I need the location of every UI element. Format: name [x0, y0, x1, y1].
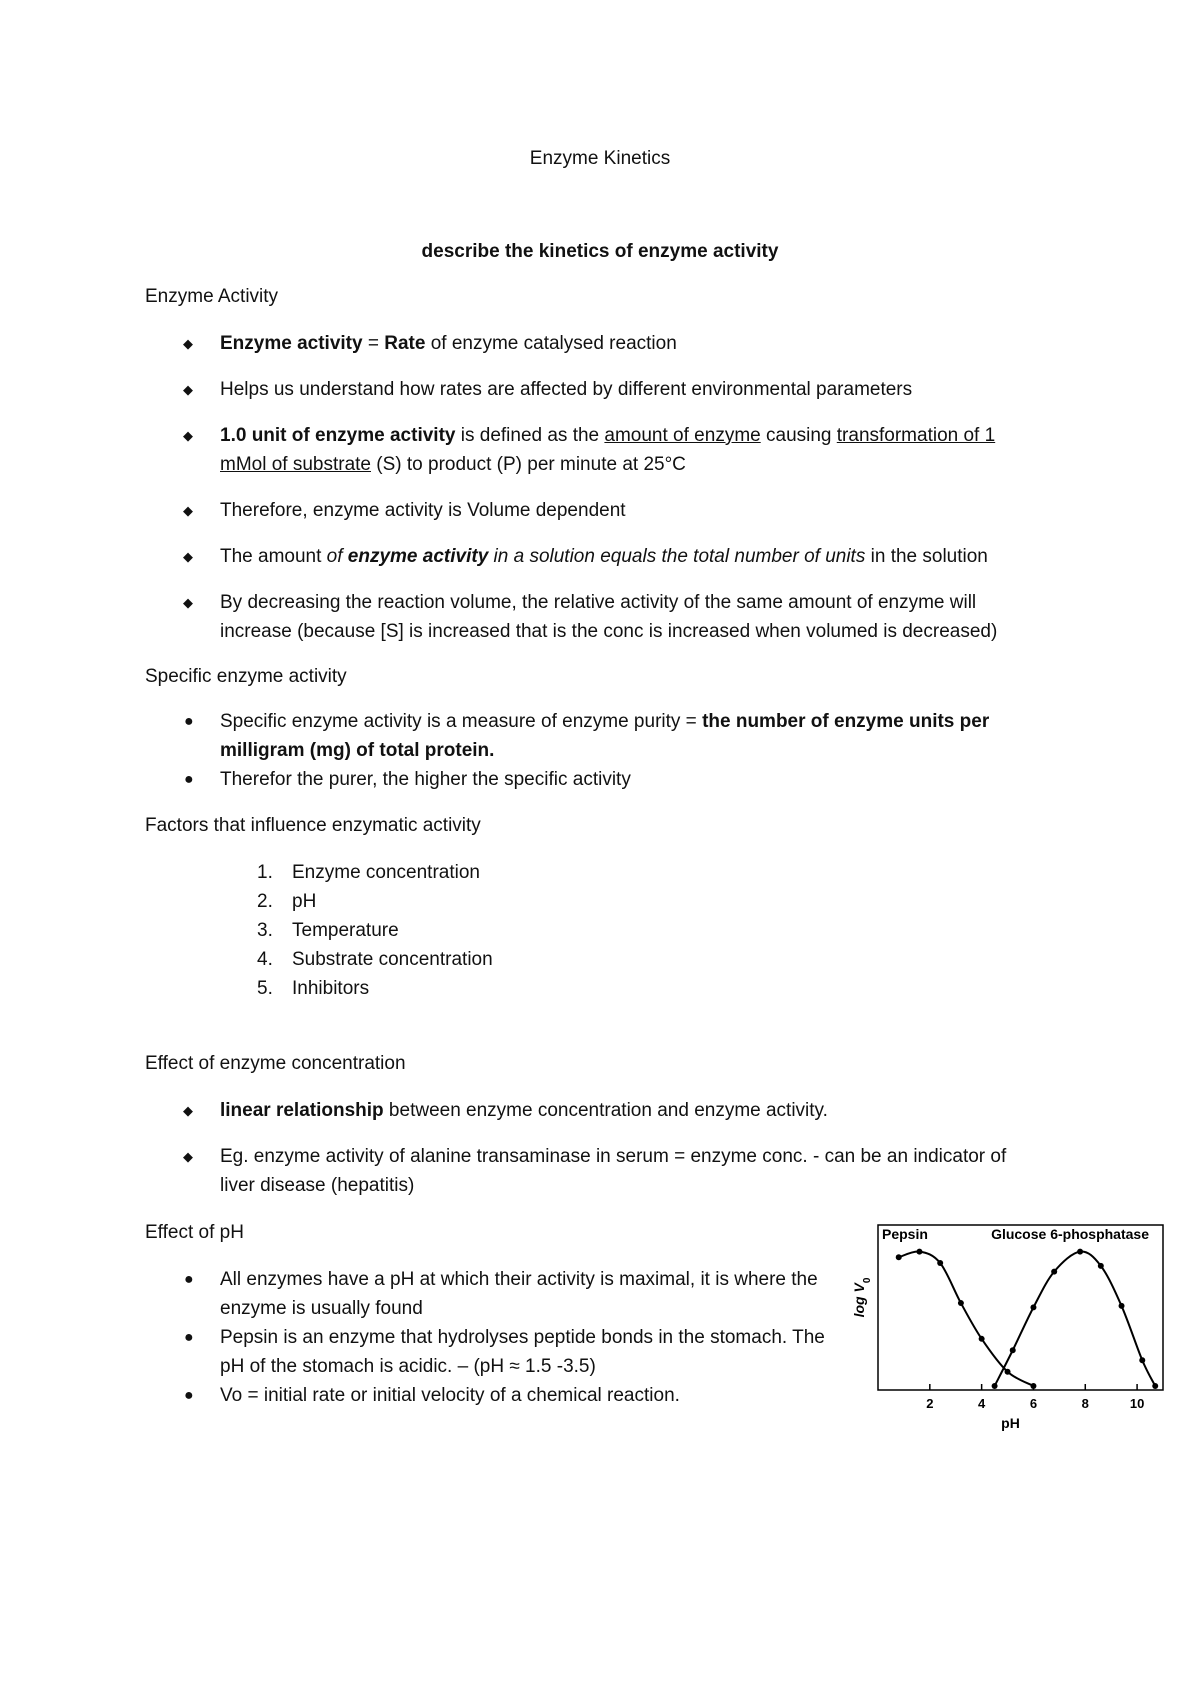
x-tick-label: 6	[1029, 1396, 1038, 1411]
series-line-glucose-6-phosphatase	[995, 1251, 1156, 1386]
list-item: ◆ Helps us understand how rates are affected by different environmental parameters	[145, 375, 1065, 404]
list-item: 5. Inhibitors	[257, 978, 370, 999]
data-point	[1010, 1347, 1016, 1353]
enzyme-activity-heading: Enzyme Activity	[145, 286, 279, 307]
plot-content	[896, 1249, 1159, 1411]
ph-effect-heading: Effect of pH	[145, 1222, 244, 1243]
x-axis-label: pH	[1001, 1415, 1020, 1431]
data-point	[1030, 1304, 1036, 1310]
specific-activity-heading: Specific enzyme activity	[145, 666, 347, 687]
x-tick-label: 4	[978, 1396, 986, 1411]
list-item: ● Specific enzyme activity is a measure of enzyme purity = the number of enzyme units per milligram (mg) of total protein.	[145, 707, 1065, 765]
list-item: ◆ linear relationship between enzyme concentration and enzyme activity.	[145, 1096, 1065, 1125]
data-point	[1152, 1383, 1158, 1389]
list-item: ● Pepsin is an enzyme that hydrolyses peptide bonds in the stomach. The pH of the stomach is acidic. – (pH ≈ 1.5 -3.5)	[145, 1323, 845, 1381]
list-item: 1. Enzyme concentration	[257, 862, 480, 883]
document-subtitle: describe the kinetics of enzyme activity	[421, 241, 779, 262]
bullet-icon: ◆	[183, 549, 193, 564]
bullet-icon: ◆	[183, 382, 193, 397]
document-title: Enzyme Kinetics	[529, 148, 671, 169]
bullet-icon: ◆	[183, 428, 193, 443]
legend-pepsin: Pepsin	[882, 1226, 928, 1242]
list-item: ◆ Eg. enzyme activity of alanine transaminase in serum = enzyme conc. - can be an indicator of liver disease (hepatitis)	[145, 1142, 1065, 1200]
data-point	[1139, 1357, 1145, 1363]
data-point	[979, 1336, 985, 1342]
data-point	[937, 1260, 943, 1266]
enzyme-concentration-list	[145, 1096, 1065, 1200]
list-item: ● Vo = initial rate or initial velocity of a chemical reaction.	[145, 1381, 845, 1410]
data-point	[1030, 1383, 1036, 1389]
specific-activity-list	[145, 707, 1065, 794]
chart-svg	[843, 1210, 1173, 1460]
list-item: ● Therefor the purer, the higher the specific activity	[145, 765, 1065, 794]
enzyme-activity-list	[145, 329, 1065, 646]
ph-activity-chart	[843, 1210, 1173, 1460]
factors-heading: Factors that influence enzymatic activity	[145, 815, 481, 836]
list-item: ◆ 1.0 unit of enzyme activity is defined as the amount of enzyme causing transformation of 1 mMol of substrate (S) to product (P) per minute at 25°C	[145, 421, 1065, 479]
factors-list	[145, 858, 493, 1003]
bullet-icon: ●	[184, 1329, 194, 1346]
legend-glucose-6-phosphatase: Glucose 6-phosphatase	[991, 1226, 1149, 1242]
bullet-icon: ●	[184, 771, 194, 788]
series-line-pepsin	[899, 1251, 1034, 1386]
enzyme-concentration-heading: Effect of enzyme concentration	[145, 1053, 406, 1074]
data-point	[896, 1254, 902, 1260]
bullet-icon: ●	[184, 1271, 194, 1288]
data-point	[992, 1383, 998, 1389]
x-tick-label: 2	[926, 1396, 934, 1411]
bullet-icon: ◆	[183, 1149, 193, 1164]
data-point	[1119, 1303, 1125, 1309]
list-item: 2. pH	[257, 891, 317, 912]
bullet-icon: ●	[184, 713, 194, 730]
data-point	[958, 1300, 964, 1306]
x-tick-label: 10	[1129, 1396, 1145, 1411]
list-item: 3. Temperature	[257, 920, 399, 941]
bullet-icon: ●	[184, 1387, 194, 1404]
list-item: ◆ By decreasing the reaction volume, the relative activity of the same amount of enzyme will increase (because [S] is increased that is the conc is increased when volumed is decreased)	[145, 588, 1065, 646]
data-point	[1005, 1369, 1011, 1375]
bullet-icon: ◆	[183, 1103, 193, 1118]
list-item: ◆ The amount of enzyme activity in a solution equals the total number of units in the solution	[145, 542, 1065, 571]
ph-effect-list	[145, 1265, 845, 1410]
list-item: ◆ Enzyme activity = Rate of enzyme catalysed reaction	[145, 329, 1065, 358]
data-point	[1098, 1263, 1104, 1269]
data-point	[1051, 1269, 1057, 1275]
bullet-icon: ◆	[183, 336, 193, 351]
x-tick-label: 8	[1081, 1396, 1089, 1411]
list-item: ● All enzymes have a pH at which their activity is maximal, it is where the enzyme is usually found	[145, 1265, 845, 1323]
data-point	[1077, 1249, 1083, 1255]
bullet-icon: ◆	[183, 595, 193, 610]
list-item: ◆ Therefore, enzyme activity is Volume dependent	[145, 496, 1065, 525]
bullet-icon: ◆	[183, 503, 193, 518]
data-point	[916, 1249, 922, 1255]
list-item: 4. Substrate concentration	[257, 949, 493, 970]
y-axis-label: $\log V_0$	[851, 1277, 873, 1318]
